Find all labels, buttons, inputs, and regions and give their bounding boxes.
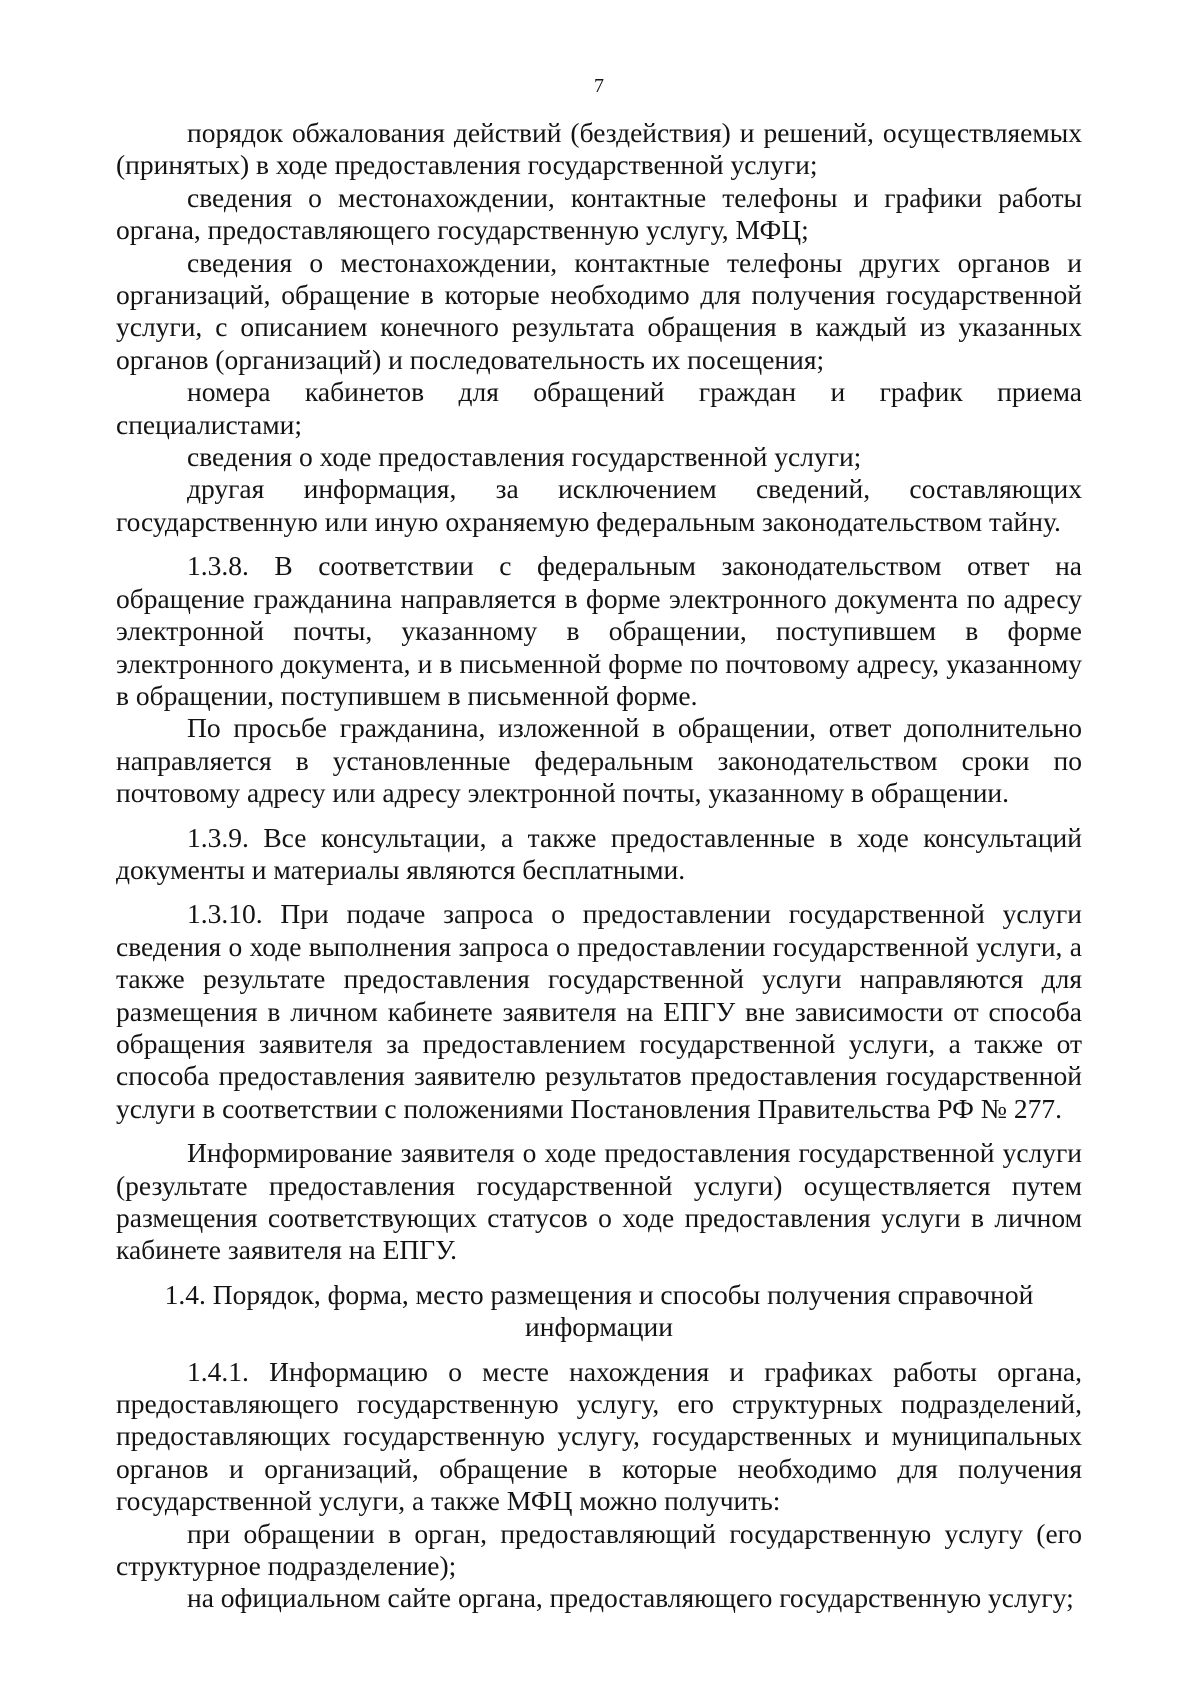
paragraph-1-3-10: 1.3.10. При подаче запроса о предоставлении государственной услуги сведения о ходе выполнения запроса о предоставлении государственной услуги, а также результате предоставления государственной услуги направляются для размещения в личном кабинете заявителя на ЕПГУ вне зависимости от способа обращения заявителя за предоставлением государственной услуги, а также от способа предоставления заявителю результатов предоставления государственной услуги в соответствии с положениями Постановления Правительства РФ № 277. — [116, 898, 1082, 1124]
paragraph-other-information: другая информация, за исключением сведений, составляющих государственную или иную охраняемую федеральным законодательством тайну. — [116, 473, 1082, 537]
paragraph-1-3-9: 1.3.9. Все консультации, а также предоставленные в ходе консультаций документы и материалы являются бесплатными. — [116, 821, 1082, 885]
page-number: 7 — [594, 75, 604, 97]
paragraph-location-other-bodies: сведения о местонахождении, контактные телефоны других органов и организаций, обращение в которые необходимо для получения государственной услуги, с описанием конечного результата обращения в каждый из указанных органов (организаций) и последовательность их посещения; — [116, 246, 1082, 375]
paragraph-1-3-10-informing: Информирование заявителя о ходе предоставления государственной услуги (результате предоставления государственной услуги) осуществляется путем размещения соответствующих статусов о ходе предоставления услуги в личном кабинете заявителя на ЕПГУ. — [116, 1137, 1082, 1266]
paragraph-service-progress: сведения о ходе предоставления государственной услуги; — [187, 441, 862, 473]
paragraph-1-3-8: 1.3.8. В соответствии с федеральным законодательством ответ на обращение гражданина направляется в форме электронного документа по адресу электронной почты, указанному в обращении, поступившем в форме электронного документа, и в письменной форме по почтовому адресу, указанному в обращении, поступившем в письменной форме. — [116, 550, 1082, 711]
paragraph-office-numbers: номера кабинетов для обращений граждан и график приема специалистами; — [116, 376, 1082, 440]
paragraph-1-4-1-website: на официальном сайте органа, предоставляющего государственную услугу; — [187, 1582, 1074, 1614]
paragraph-1-4-1-authority: при обращении в орган, предоставляющий государственную услугу (его структурное подразделение); — [116, 1517, 1082, 1582]
paragraph-1-3-8-request: По просьбе гражданина, изложенной в обращении, ответ дополнительно направляется в установленные федеральным законодательством сроки по почтовому адресу или адресу электронной почты, указанному в обращении. — [116, 712, 1082, 809]
section-heading-1-4: 1.4. Порядок, форма, место размещения и способы получения справочной информации — [164, 1278, 1034, 1343]
paragraph-location-authority: сведения о местонахождении, контактные телефоны и графики работы органа, предоставляющего государственную услугу, МФЦ; — [116, 181, 1082, 246]
document-body — [116, 117, 1082, 1615]
paragraph-appeal-procedure: порядок обжалования действий (бездействия) и решений, осуществляемых (принятых) в ходе предоставления государственной услуги; — [116, 117, 1082, 181]
paragraph-1-4-1: 1.4.1. Информацию о месте нахождения и графиках работы органа, предоставляющего государственную услугу, его структурных подразделений, предоставляющих государственную услугу, государственных и муниципальных органов и организаций, обращение в которые необходимо для получения государственной услуги, а также МФЦ можно получить: — [116, 1355, 1082, 1517]
